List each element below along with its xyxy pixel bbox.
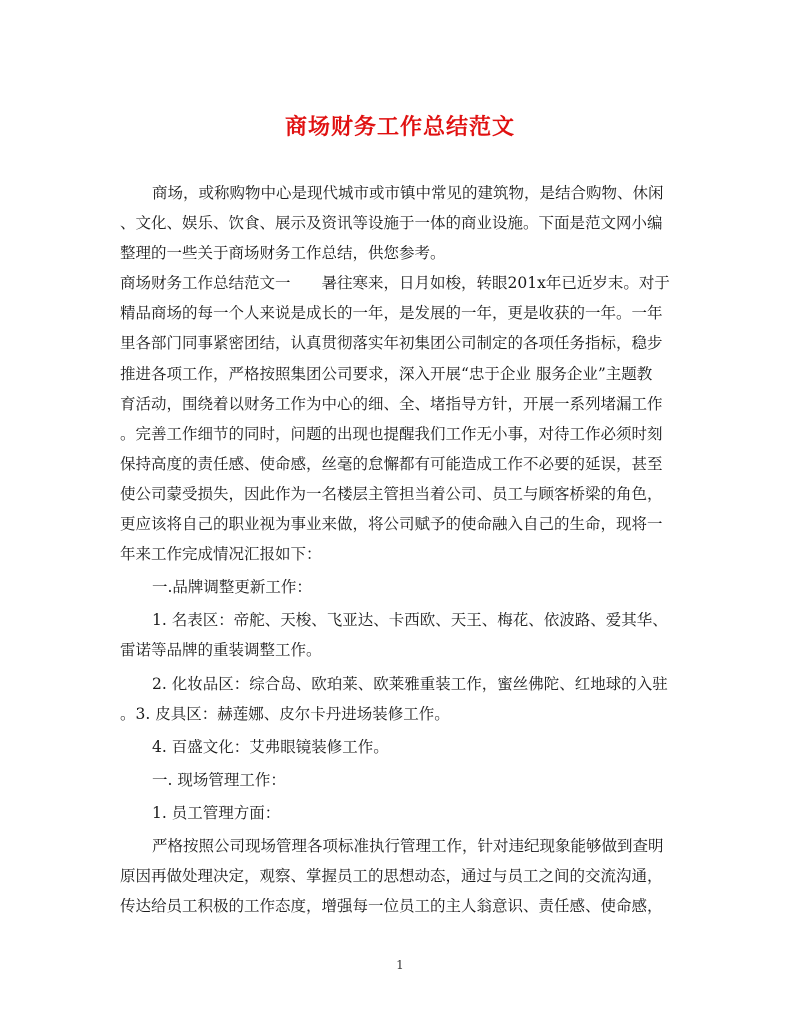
paragraph-line: 严格按照公司现场管理各项标准执行管理工作，针对违纪现象能够做到查明 bbox=[152, 836, 664, 855]
paragraph-line: 里各部门同事紧密团结，认真贯彻落实年初集团公司制定的各项任务指标，稳步 bbox=[120, 334, 663, 353]
paragraph-line: 商场财务工作总结范文一 暑往寒来，日月如梭，转眼201x年已近岁末。对于 bbox=[120, 274, 670, 293]
paragraph-line: 、文化、娱乐、饮食、展示及资讯等设施于一体的商业设施。下面是范文网小编 bbox=[120, 214, 663, 233]
paragraph-line: 更应该将自己的职业视为事业来做，将公司赋予的使命融入自己的生命，现将一 bbox=[120, 515, 663, 534]
list-item-line: 1. 名表区：帝舵、天梭、飞亚达、卡西欧、天王、梅花、依波路、爱其华、 bbox=[152, 611, 668, 630]
list-item-line: 雷诺等品牌的重装调整工作。 bbox=[120, 641, 322, 660]
paragraph-line: 使公司蒙受损失，因此作为一名楼层主管担当着公司、员工与顾客桥梁的角色， bbox=[120, 484, 663, 503]
paragraph-line: 育活动，围绕着以财务工作为中心的细、全、堵指导方针，开展一系列堵漏工作 bbox=[120, 394, 663, 413]
section-heading: 一. 现场管理工作： bbox=[152, 770, 286, 789]
section-heading: 一.品牌调整更新工作： bbox=[152, 578, 312, 597]
list-item-line: 。3. 皮具区：赫莲娜、皮尔卡丹进场装修工作。 bbox=[120, 704, 450, 723]
paragraph-line: 保持高度的责任感、使命感，丝毫的怠懈都有可能造成工作不必要的延误，甚至 bbox=[120, 454, 663, 473]
paragraph-line: 。完善工作细节的同时，问题的出现也提醒我们工作无小事，对待工作必须时刻 bbox=[120, 424, 663, 443]
paragraph-line: 商场，或称购物中心是现代城市或市镇中常见的建筑物，是结合购物、休闲 bbox=[152, 184, 664, 202]
paragraph-line: 精品商场的每一个人来说是成长的一年，是发展的一年，更是收获的一年。一年 bbox=[120, 304, 663, 323]
paragraph-line: 年来工作完成情况汇报如下： bbox=[120, 545, 322, 564]
document-body bbox=[120, 178, 682, 921]
paragraph-line: 推进各项工作，严格按照集团公司要求，深入开展“忠于企业 服务企业”主题教 bbox=[120, 364, 653, 383]
document-title: 商场财务工作总结范文 bbox=[284, 114, 515, 140]
subsection-heading: 1. 员工管理方面： bbox=[152, 803, 281, 822]
list-item-line: 2. 化妆品区：综合岛、欧珀莱、欧莱雅重装工作，蜜丝佛陀、红地球的入驻 bbox=[152, 674, 668, 693]
page-number: 1 bbox=[396, 958, 404, 972]
paragraph-line: 原因再做处理决定，观察、掌握员工的思想动态，通过与员工之间的交流沟通， bbox=[120, 867, 663, 886]
paragraph-line: 传达给员工积极的工作态度，增强每一位员工的主人翁意识、责任感、使命感， bbox=[120, 897, 663, 916]
paragraph-line: 整理的一些关于商场财务工作总结，供您参考。 bbox=[120, 244, 446, 263]
list-item-line: 4. 百盛文化：艾弗眼镜装修工作。 bbox=[152, 737, 389, 756]
